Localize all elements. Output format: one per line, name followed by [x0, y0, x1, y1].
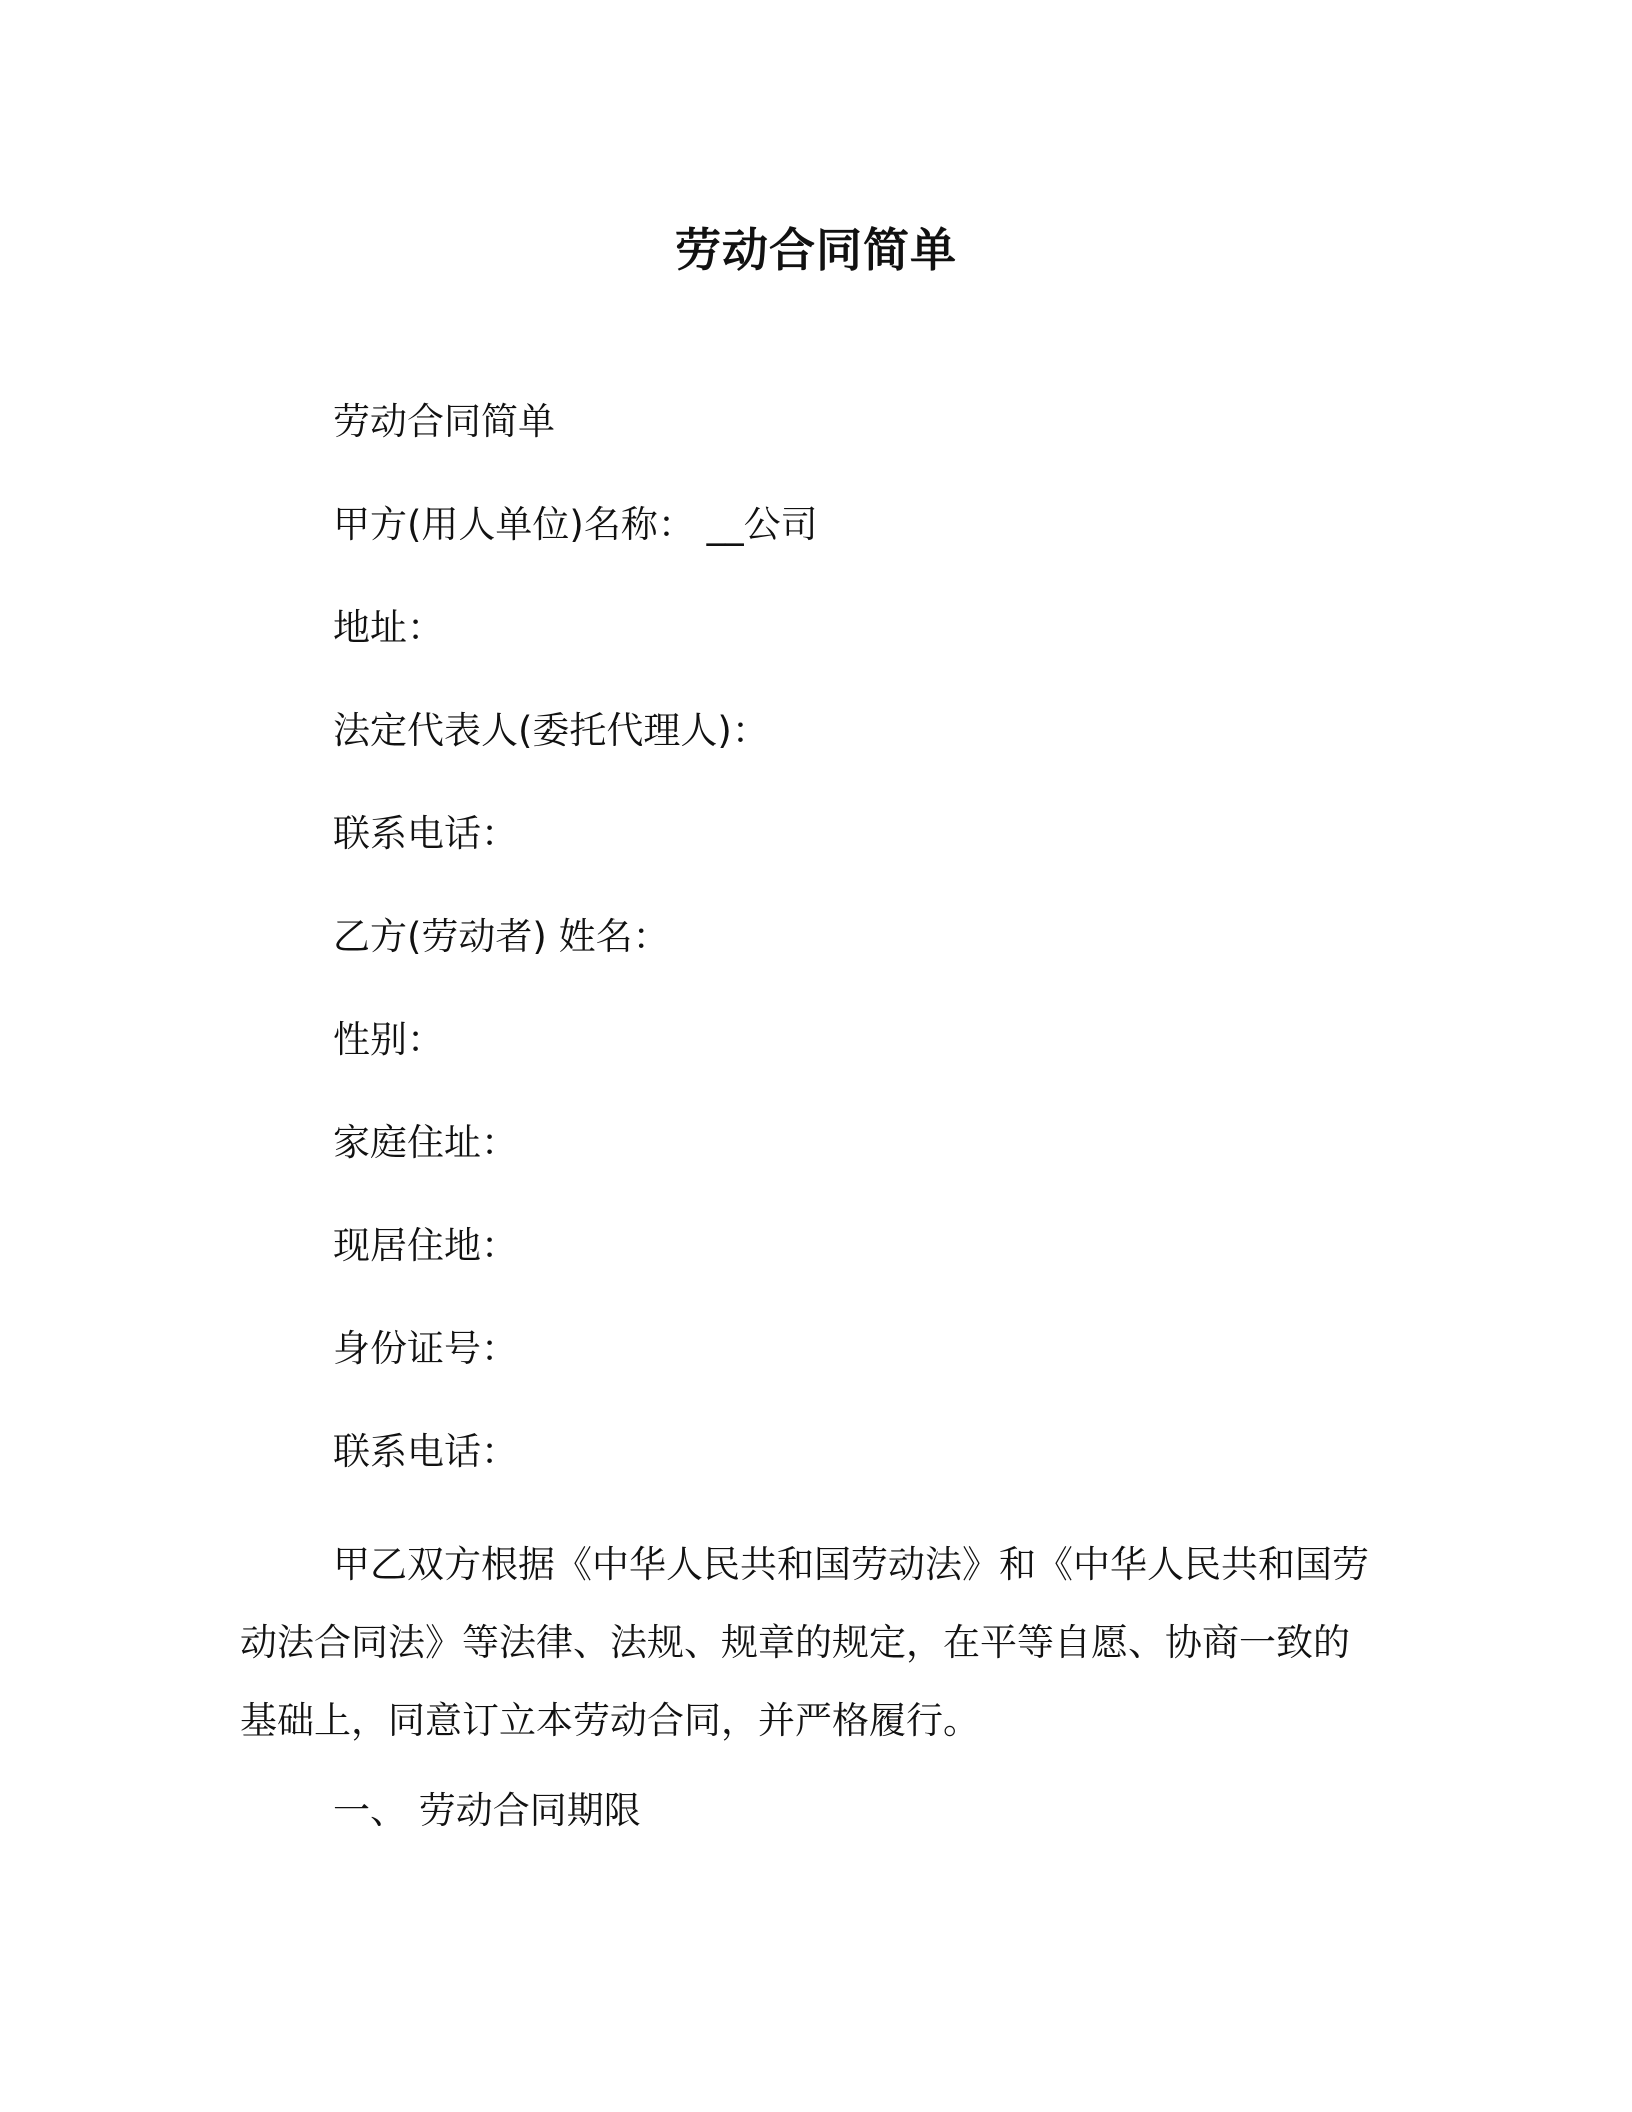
document-title: 劳动合同简单 — [675, 223, 957, 277]
paragraph-line: 动法合同法》等法律、法规、规章的规定，在平等自愿、协商一致的 — [240, 1621, 1350, 1664]
party-b-name-field: 乙方(劳动者) 姓名： — [333, 915, 670, 958]
current-residence-field: 现居住地： — [333, 1224, 518, 1267]
legal-representative-field: 法定代表人(委托代理人)： — [333, 709, 769, 752]
paragraph-line: 基础上，同意订立本劳动合同，并严格履行。 — [240, 1699, 980, 1742]
home-address-field: 家庭住址： — [333, 1121, 518, 1164]
agreement-paragraph — [240, 1526, 1390, 1760]
party-a-address-field: 地址： — [333, 606, 444, 649]
party-b-phone-field: 联系电话： — [333, 1430, 518, 1473]
gender-field: 性别： — [333, 1018, 444, 1061]
party-a-phone-field: 联系电话： — [333, 812, 518, 855]
section-heading: 一、 劳动合同期限 — [333, 1789, 641, 1832]
subtitle-line: 劳动合同简单 — [333, 400, 555, 443]
id-number-field: 身份证号： — [333, 1327, 518, 1370]
party-a-name-field: 甲方(用人单位)名称： __公司 — [333, 503, 818, 546]
paragraph-line: 甲乙双方根据《中华人民共和国劳动法》和《中华人民共和国劳 — [333, 1543, 1369, 1586]
